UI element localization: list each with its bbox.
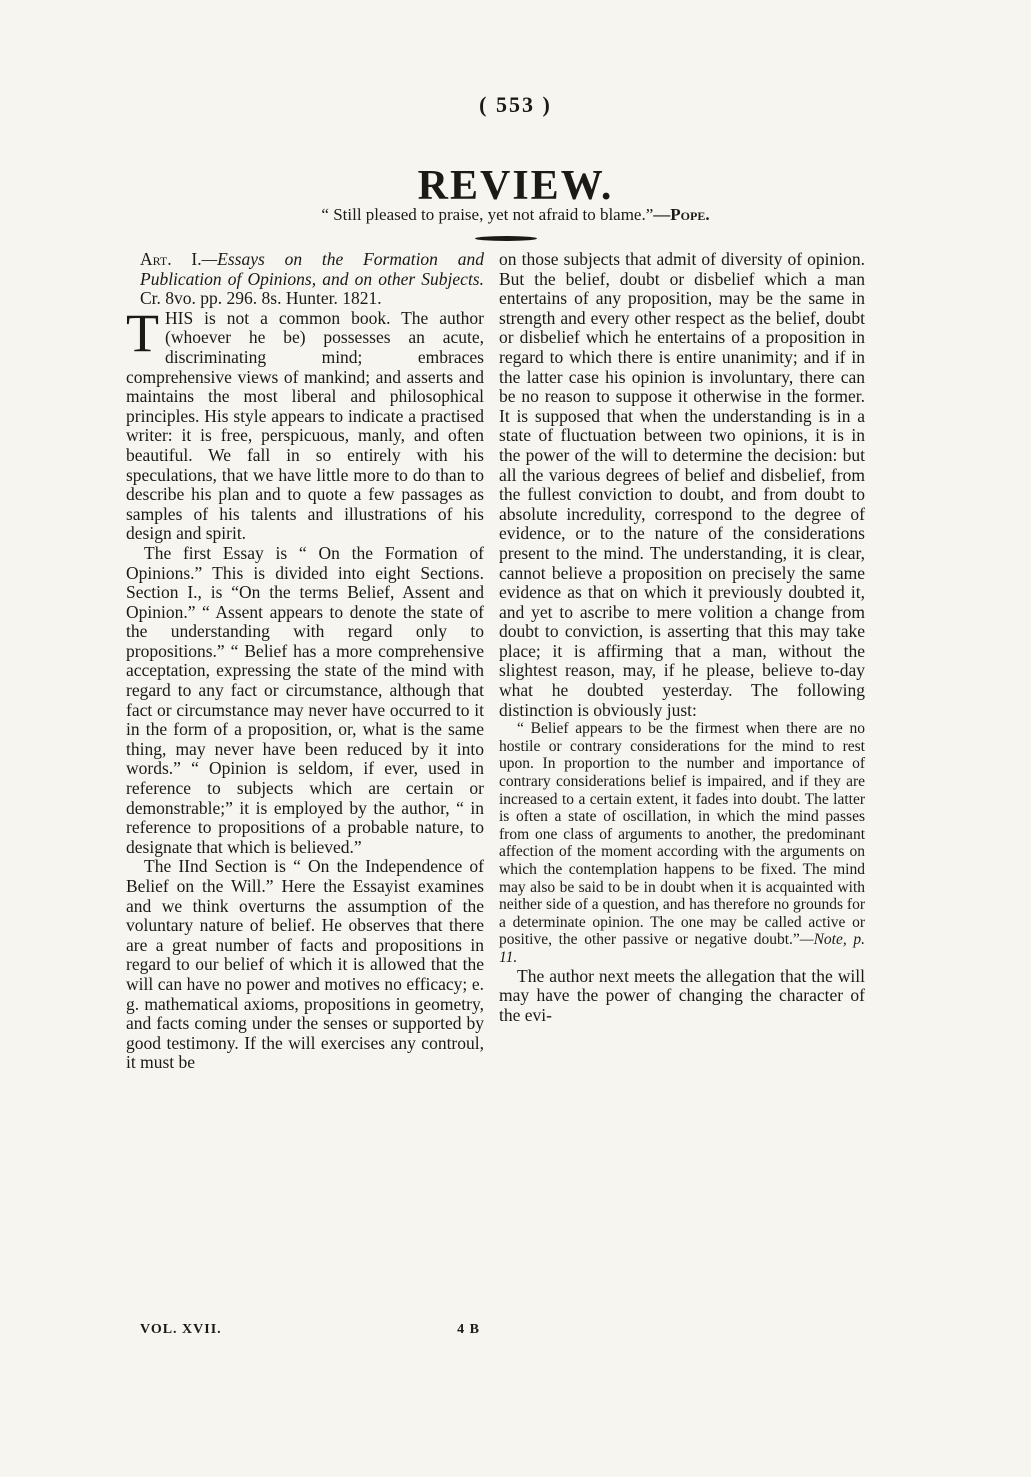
- left-column: [126, 250, 484, 1073]
- right-paragraph-1: on those subjects that admit of diversity of opinion. But the belief, doubt or disbelief which a man entertains of any proposition, may be the same in strength and every other respect as the belief, doubt or disbelief which he entertains of a proposition in regard to which there is entire unanimity; and if in the latter case his opinion is involuntary, there can be no reason to suppose it otherwise in the former. It is supposed that when the understanding is in a state of fluctuation between two opinions, it is in the power of the will to determine the decision: but all the various degrees of belief and disbelief, from the fullest conviction to doubt, and from doubt to absolute incredulity, correspond to the degree of evidence, or to the nature of the considerations present to the mind. The understanding, it is clear, cannot believe a proposition on precisely the same evidence as that on which it previously doubted it, and yet to ascribe to mere volition a change from doubt to conviction, is asserting that this may take place; it is affirming that a man, without the slightest reason, may, if he please, believe to-day what he doubted yesterday. The following distinction is obviously just:: [499, 249, 865, 720]
- block-quote-text: “ Belief appears to be the firmest when there are no hostile or contrary considerations for the mind to rest upon. In proportion to the number and importance of contrary considerations belief is impaired, and if they are increased to a certain extent, it fades into doubt. The latter is often a state of oscillation, in which the mind passes from one class of arguments to another, the predominant affection of the moment according with the arguments on which the contemplation happens to be fixed. The mind may also be said to be in doubt when it is acquainted with neither side of a question, and has therefore no grounds for a determinate opinion. The one may be called active or positive, the other passive or negative doubt.”: [499, 720, 865, 949]
- block-quote-note: —Note, p. 11.: [499, 931, 865, 966]
- epigraph-attribution: —Pope.: [653, 205, 710, 224]
- page-footer: [140, 1322, 480, 1338]
- article-label: Art. I.: [140, 249, 202, 269]
- ornamental-divider: [475, 236, 537, 241]
- right-column: [499, 250, 865, 1025]
- article-details: Cr. 8vo. pp. 296. 8s. Hunter. 1821.: [140, 288, 382, 309]
- page-number: ( 553 ): [479, 92, 552, 117]
- right-paragraph-2: The author next meets the allegation that the will may have the power of changing the character of the evi-: [499, 965, 865, 1025]
- section-title: REVIEW.: [417, 163, 614, 209]
- left-paragraph-3: The IInd Section is “ On the Independence of Belief on the Will.” Here the Essayist examines and we think overturns the assumption of the voluntary nature of belief. He observes that there are a great number of facts and propositions in regard to our belief of which it is allowed that the will can have no power and motives no efficacy; e. g. mathematical axioms, propositions in geometry, and facts coming under the senses or supported by good testimony. If the will exercises any controul, it must be: [126, 856, 484, 1073]
- epigraph-quote: “ Still pleased to praise, yet not afraid to blame.”: [321, 205, 654, 224]
- left-paragraph-2: The first Essay is “ On the Formation of Opinions.” This is divided into eight Sections. Section I., is “On the terms Belief, Assent and Opinion.” “ Assent appears to denote the state of the understanding with regard only to propositions.” “ Belief has a more comprehensive acceptation, expressing the state of the mind with regard to any fact or circumstance, although that fact or circumstance may never have occurred to it in the form of a proposition, or, what is the same thing, may never have been reduced by it into words.” “ Opinion is seldom, if ever, used in reference to subjects which are certain or demonstrable;” it is employed by the author, “ in reference to propositions of a probable nature, to designate that which is believed.”: [126, 542, 484, 857]
- volume-number: VOL. XVII.: [140, 1322, 222, 1337]
- drop-cap: T: [126, 302, 159, 363]
- left-paragraph-1-text: HIS is not a common book. The author (whoever he be) possesses an acute, discriminating mind; embraces comprehensive views of mankind; and asserts and maintains the most liberal and philosophical principles. His style appears to indicate a practised writer: it is free, perspicuous, manly, and often beautiful. We fall in so entirely with his speculations, that we have little more to do than to describe his plan and to quote a few passages as samples of his talents and illustrations of his design and spirit.: [126, 307, 484, 544]
- article-heading: [126, 250, 484, 309]
- epigraph: [0, 205, 1031, 225]
- signature-mark: 4 B: [457, 1322, 480, 1337]
- article-title: —Essays on the Formation and Publication of Opinions, and on other Subjects.: [140, 249, 484, 289]
- left-paragraph-1: [126, 302, 484, 544]
- block-quote: [499, 720, 865, 966]
